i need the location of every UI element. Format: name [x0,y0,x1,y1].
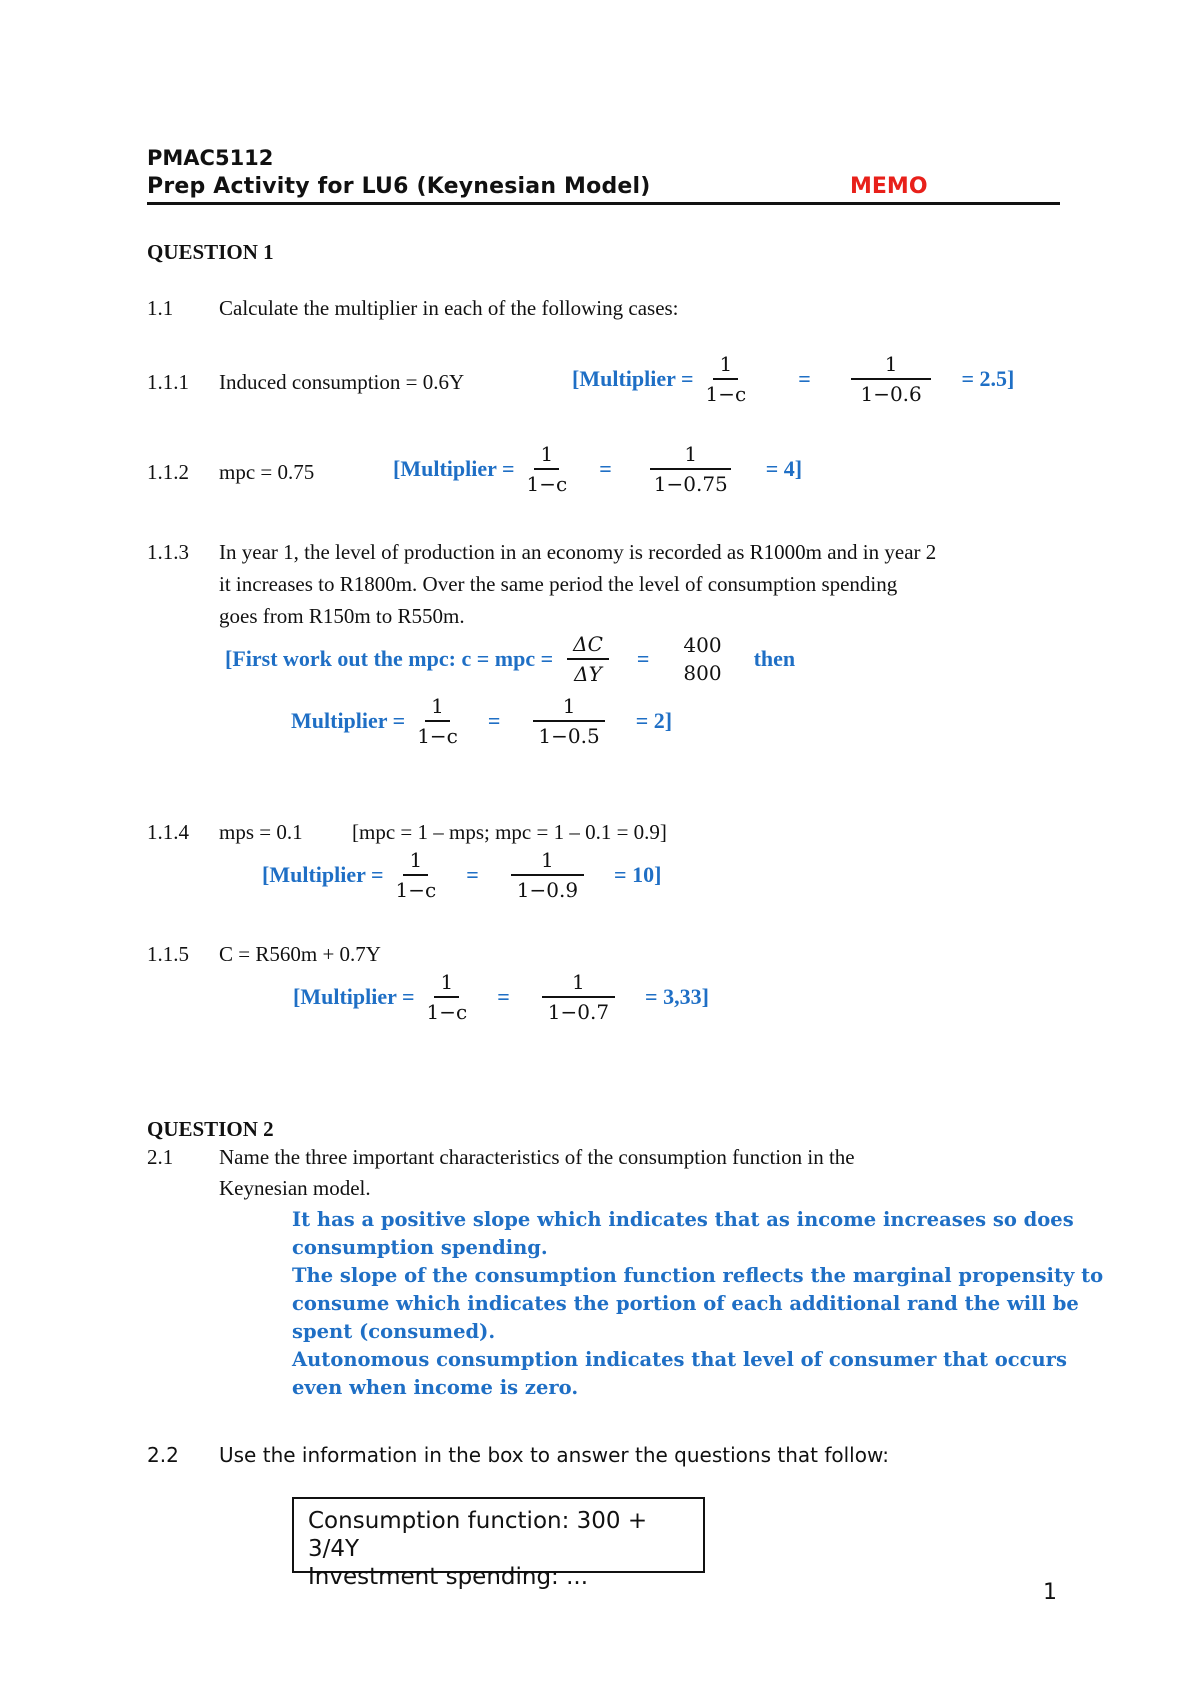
denominator: 1−c [426,1000,468,1024]
q1-1-4-answer [262,848,661,902]
answer-result: = 4] [765,456,803,481]
q1-1-2-answer [393,442,802,496]
numerator: ΔC [567,632,609,660]
q2-1-line-2: Keynesian model. [219,1176,371,1200]
fraction-general [390,848,443,902]
denominator: ΔY [574,662,602,686]
q2-1-number: 2.1 [147,1145,174,1169]
answer-prefix: Multiplier = [291,708,406,733]
numerator: 1 [851,352,932,380]
denominator: 1−c [395,878,437,902]
q1-1-3-line-2: it increases to R1800m. Over the same period the level of consumption spending [219,572,898,596]
answer-prefix: [Multiplier = [293,984,415,1009]
q1-1-2-text: mpc = 0.75 [219,460,315,484]
q2-2-text: Use the information in the box to answer the questions that follow: [219,1443,889,1467]
equals-sign: = [636,646,650,671]
mpc-prefix: [First work out the mpc: c = mpc = [225,646,554,671]
equals-sign: = [798,366,811,391]
fraction-values [677,633,727,685]
denominator: 1−0.75 [653,472,728,496]
denominator: 1−0.6 [860,382,922,406]
q1-1-1-text: Induced consumption = 0.6Y [219,370,465,394]
fraction-values [532,694,605,748]
denominator: 800 [683,661,722,685]
equals-sign: = [487,708,501,733]
numerator: 1 [425,694,450,722]
q1-1-5-number: 1.1.5 [147,942,189,966]
answer-result: = 10] [614,862,662,887]
q1-1-4-text: mps = 0.1 [219,820,303,844]
q1-1-4-number: 1.1.4 [147,820,189,844]
page-number: 1 [1043,1580,1057,1605]
q1-1-3-mpc-answer [225,632,795,686]
fraction-delta [567,632,609,686]
q2-1-answers [292,1206,1103,1402]
q1-1-2-number: 1.1.2 [147,460,189,484]
q2-1-line-1: Name the three important characteristics of the consumption function in the [219,1145,855,1169]
answer-line: consumption spending. [292,1236,548,1259]
numerator: 1 [650,442,731,470]
answer-prefix: [Multiplier = [262,862,384,887]
fraction-values [542,970,615,1024]
q1-1-3-line-3: goes from R150m to R550m. [219,604,465,628]
fraction-general [521,442,574,496]
answer-line: consume which indicates the portion of each additional rand the will be [292,1292,1079,1315]
denominator: 1−c [526,472,568,496]
q1-1-3-number: 1.1.3 [147,540,189,564]
q1-1-1-number: 1.1.1 [147,370,189,394]
answer-result: = 2] [635,708,673,733]
answer-prefix: [Multiplier = [393,456,515,481]
consumption-function-text: Consumption function: 300 + 3/4Y [308,1508,648,1562]
question-2-heading: QUESTION 2 [147,1117,274,1141]
q1-1-1-answer [572,352,1014,406]
numerator: 1 [534,442,559,470]
q1-1-3-multiplier-answer [291,694,672,748]
answer-line: even when income is zero. [292,1376,579,1399]
numerator: 1 [542,970,615,998]
answer-line: spent (consumed). [292,1320,496,1343]
denominator: 1−0.7 [547,1000,610,1024]
answer-prefix: [Multiplier = [572,366,694,391]
course-code: PMAC5112 [147,146,274,170]
numerator: 1 [434,970,459,998]
denominator: 1−c [417,724,458,748]
numerator: 1 [403,848,428,876]
denominator: 1−0.9 [516,878,579,902]
numerator: 1 [713,352,738,380]
answer-result: = 2.5] [961,366,1015,391]
numerator: 400 [683,633,722,657]
fraction-general [421,970,474,1024]
document-title: Prep Activity for LU6 (Keynesian Model) [147,174,651,199]
answer-line: It has a positive slope which indicates that as income increases so does [292,1208,1074,1231]
q1-1-text: Calculate the multiplier in each of the following cases: [219,296,679,320]
header-rule [147,202,1060,205]
fraction-values [511,848,584,902]
fraction-general [411,694,464,748]
numerator: 1 [533,694,606,722]
equals-sign: = [497,984,510,1009]
numerator: 1 [511,848,584,876]
info-box [292,1497,705,1590]
answer-line: The slope of the consumption function reflects the marginal propensity to [292,1264,1104,1287]
answer-result: = 3,33] [645,984,709,1009]
denominator: 1−0.5 [538,724,600,748]
q1-1-3-line-1: In year 1, the level of production in an economy is recorded as R1000m and in year 2 [219,540,937,564]
then-word: then [753,646,796,671]
fraction-values [851,352,932,406]
fraction-general [700,352,753,406]
q1-1-number: 1.1 [147,296,174,320]
equals-sign: = [599,456,612,481]
q1-1-4-note: [mpc = 1 – mps; mpc = 1 – 0.1 = 0.9] [352,820,667,844]
fraction-values [648,442,734,496]
answer-line: Autonomous consumption indicates that level of consumer that occurs [292,1348,1067,1371]
q2-2-number: 2.2 [147,1443,179,1467]
q1-1-5-text: C = R560m + 0.7Y [219,942,381,966]
equals-sign: = [466,862,479,887]
cut-off-text: Investment spending: ... [308,1564,589,1590]
q1-1-5-answer [293,970,709,1024]
memo-label: MEMO [850,174,928,199]
question-1-heading: QUESTION 1 [147,240,274,264]
denominator: 1−c [705,382,747,406]
